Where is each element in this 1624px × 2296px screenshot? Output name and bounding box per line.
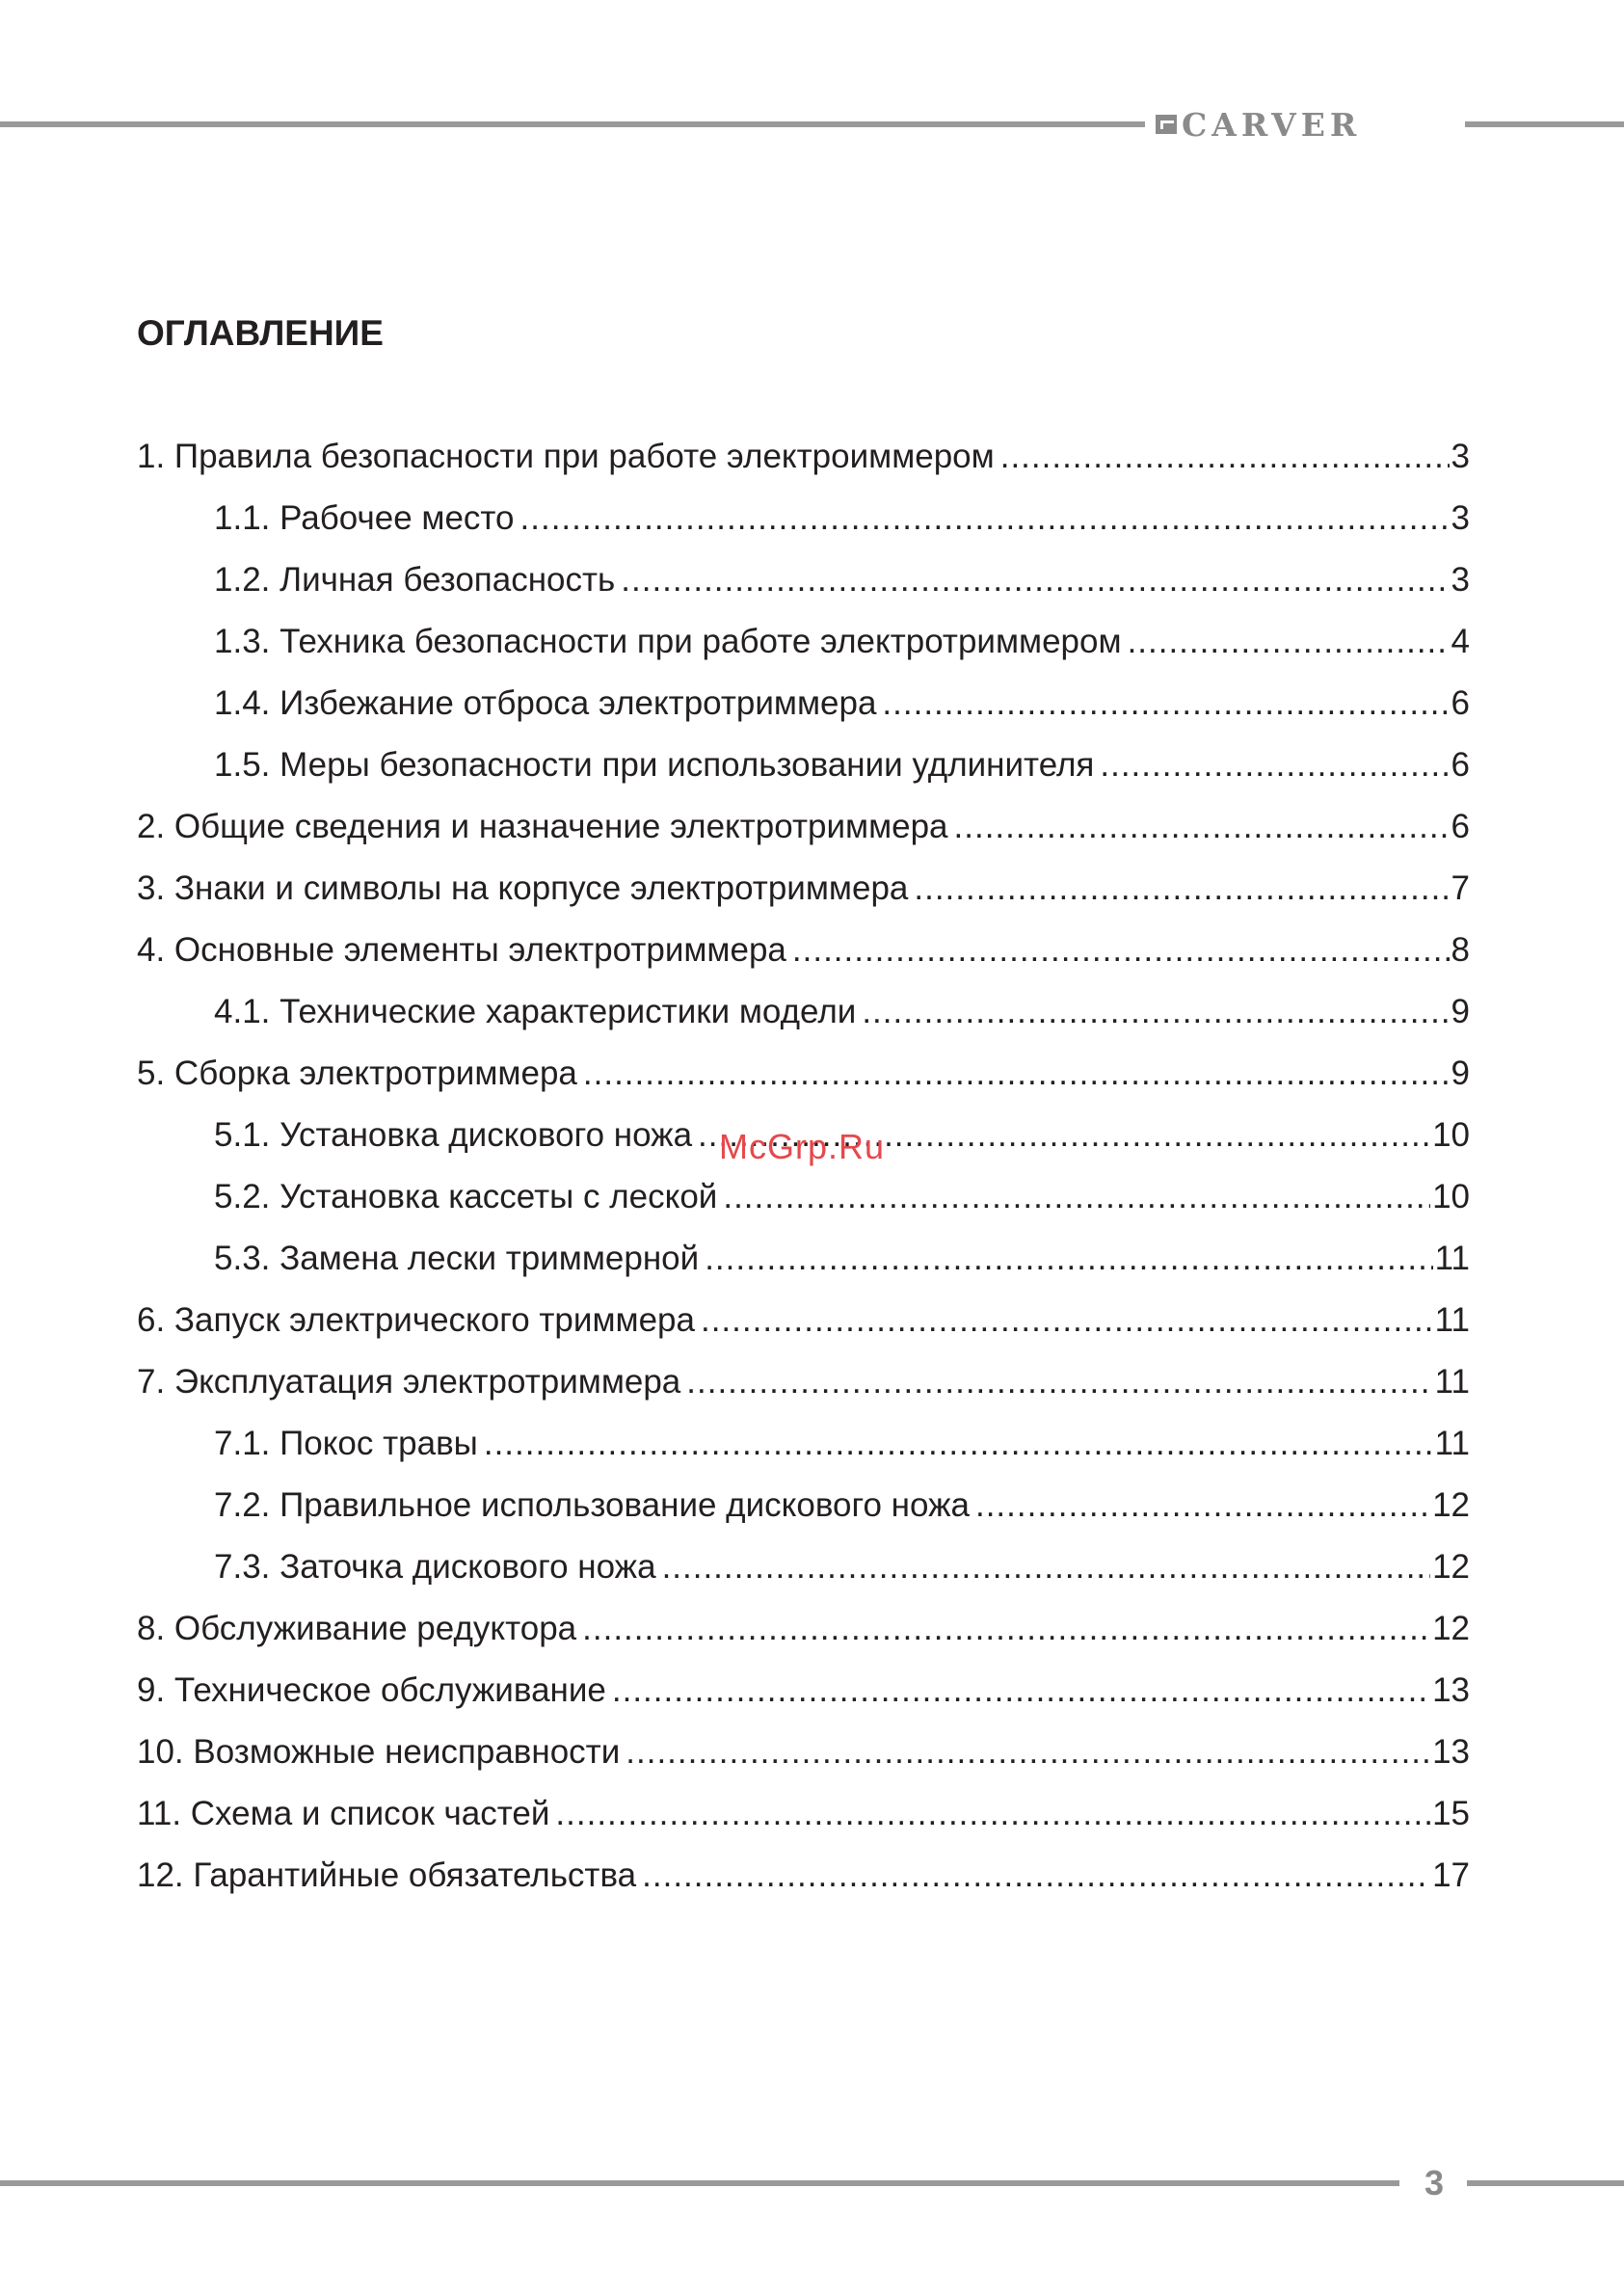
toc-entry-page: 13 <box>1432 1733 1470 1771</box>
toc-entry-label: 7.1. Покос травы <box>214 1425 478 1462</box>
toc-entry-page: 12 <box>1432 1610 1470 1647</box>
toc-leader-dots <box>626 1722 1430 1783</box>
toc-leader-dots <box>975 1475 1430 1536</box>
watermark: McGrp.Ru <box>719 1127 886 1166</box>
toc-leader-dots <box>705 1228 1432 1290</box>
toc-entry-page: 11 <box>1434 1301 1470 1339</box>
toc-entry-page: 12 <box>1432 1548 1470 1586</box>
toc-leader-dots <box>701 1290 1433 1351</box>
toc-entry-page: 8 <box>1451 931 1470 969</box>
toc-leader-dots <box>1100 734 1449 796</box>
toc-entry-page: 10 <box>1432 1116 1470 1154</box>
toc-entry-page: 3 <box>1451 561 1470 599</box>
toc-entry[interactable] <box>137 1166 1470 1228</box>
toc-entry-label: 8. Обслуживание редуктора <box>137 1610 577 1647</box>
toc-entry-label: 11. Схема и список частей <box>137 1795 550 1832</box>
toc-leader-dots <box>582 1598 1430 1660</box>
toc-entry-label: 1.5. Меры безопасности при использовании удлинителя <box>214 746 1095 784</box>
toc-leader-dots <box>914 858 1449 920</box>
toc-leader-dots <box>662 1536 1431 1598</box>
page-number: 3 <box>1424 2163 1445 2203</box>
toc-entry[interactable] <box>137 1536 1470 1598</box>
carver-logo-mark-icon <box>1155 113 1178 136</box>
toc-leader-dots <box>1000 426 1450 488</box>
toc-leader-dots <box>686 1351 1432 1413</box>
toc-entry-page: 11 <box>1434 1240 1470 1277</box>
toc-entry-label: 4. Основные элементы электротриммера <box>137 931 786 969</box>
toc-entry-label: 5.1. Установка дискового ножа <box>214 1116 693 1154</box>
toc-entry[interactable] <box>137 1598 1470 1660</box>
toc-entry[interactable] <box>137 796 1470 858</box>
toc-entry-label: 5. Сборка электротриммера <box>137 1055 577 1092</box>
toc-entry-label: 1.4. Избежание отброса электротриммера <box>214 684 877 722</box>
toc-entry-page: 11 <box>1434 1363 1470 1401</box>
toc-entry-page: 10 <box>1432 1178 1470 1215</box>
page-header <box>0 106 1624 145</box>
toc-entry[interactable] <box>137 1845 1470 1907</box>
toc-entry-label: 5.2. Установка кассеты с леской <box>214 1178 718 1215</box>
toc-leader-dots <box>642 1845 1430 1907</box>
toc-leader-dots <box>621 549 1449 611</box>
footer-rule-right <box>1467 2180 1624 2186</box>
toc-entry[interactable] <box>137 1351 1470 1413</box>
toc-entry-label: 4.1. Технические характеристики модели <box>214 993 857 1030</box>
header-rule-right <box>1465 121 1624 127</box>
toc-entry-page: 9 <box>1451 1055 1470 1092</box>
toc-entry[interactable] <box>137 549 1470 611</box>
toc-entry-label: 2. Общие сведения и назначение электротриммера <box>137 808 948 845</box>
toc-entry-page: 6 <box>1451 746 1470 784</box>
toc-entry-label: 1. Правила безопасности при работе электроиммером <box>137 438 995 475</box>
toc-entry-page: 7 <box>1451 869 1470 907</box>
page-title: ОГЛАВЛЕНИЕ <box>137 313 384 353</box>
toc-entry-label: 3. Знаки и символы на корпусе электротриммера <box>137 869 909 907</box>
toc-entry[interactable] <box>137 1043 1470 1105</box>
toc-entry-page: 6 <box>1451 684 1470 722</box>
toc-entry[interactable] <box>137 1290 1470 1351</box>
toc-entry-page: 3 <box>1451 499 1470 537</box>
toc-entry-label: 10. Возможные неисправности <box>137 1733 621 1771</box>
toc-entry-label: 9. Техническое обслуживание <box>137 1671 606 1709</box>
toc-entry[interactable] <box>137 1783 1470 1845</box>
toc-leader-dots <box>520 488 1450 549</box>
toc-entry[interactable] <box>137 920 1470 981</box>
toc-leader-dots <box>484 1413 1433 1475</box>
toc-entry-label: 7.2. Правильное использование дискового ножа <box>214 1486 970 1524</box>
toc-entry-page: 3 <box>1451 438 1470 475</box>
toc-entry-label: 12. Гарантийные обязательства <box>137 1856 637 1894</box>
toc-entry-page: 9 <box>1451 993 1470 1030</box>
toc-leader-dots <box>555 1783 1430 1845</box>
toc-leader-dots <box>1128 611 1450 673</box>
toc-entry-label: 7. Эксплуатация электротриммера <box>137 1363 681 1401</box>
toc-entry-page: 12 <box>1432 1486 1470 1524</box>
toc-leader-dots <box>954 796 1450 858</box>
toc-entry-label: 1.3. Техника безопасности при работе электротриммером <box>214 623 1122 660</box>
toc-entry-page: 4 <box>1451 623 1470 660</box>
toc-entry[interactable] <box>137 981 1470 1043</box>
header-rule-left <box>0 121 1145 127</box>
toc-entry-label: 1.2. Личная безопасность <box>214 561 616 599</box>
toc-entry[interactable] <box>137 1475 1470 1536</box>
brand-logo <box>1155 106 1461 143</box>
toc-leader-dots <box>723 1166 1430 1228</box>
brand-name: CARVER <box>1182 105 1362 144</box>
toc-entry-page: 15 <box>1432 1795 1470 1832</box>
toc-entry-label: 6. Запуск электрического триммера <box>137 1301 695 1339</box>
toc-entry-page: 13 <box>1432 1671 1470 1709</box>
toc-entry[interactable] <box>137 858 1470 920</box>
toc-entry[interactable] <box>137 1228 1470 1290</box>
toc-entry[interactable] <box>137 1660 1470 1722</box>
toc-entry-label: 1.1. Рабочее место <box>214 499 515 537</box>
toc-entry-label: 5.3. Замена лески триммерной <box>214 1240 700 1277</box>
toc-entry[interactable] <box>137 734 1470 796</box>
toc-entry-label: 7.3. Заточка дискового ножа <box>214 1548 656 1586</box>
footer-rule-left <box>0 2180 1399 2186</box>
toc-leader-dots <box>612 1660 1430 1722</box>
toc-leader-dots <box>882 673 1449 734</box>
toc-entry[interactable] <box>137 488 1470 549</box>
toc-entry[interactable] <box>137 611 1470 673</box>
toc-entry-page: 11 <box>1434 1425 1470 1462</box>
toc-entry[interactable] <box>137 673 1470 734</box>
toc-entry[interactable] <box>137 1413 1470 1475</box>
toc-leader-dots <box>792 920 1450 981</box>
toc-entry[interactable] <box>137 426 1470 488</box>
toc-leader-dots <box>583 1043 1450 1105</box>
toc-entry-page: 17 <box>1432 1856 1470 1894</box>
toc-entry-page: 6 <box>1451 808 1470 845</box>
toc-leader-dots <box>862 981 1449 1043</box>
toc-entry[interactable] <box>137 1722 1470 1783</box>
